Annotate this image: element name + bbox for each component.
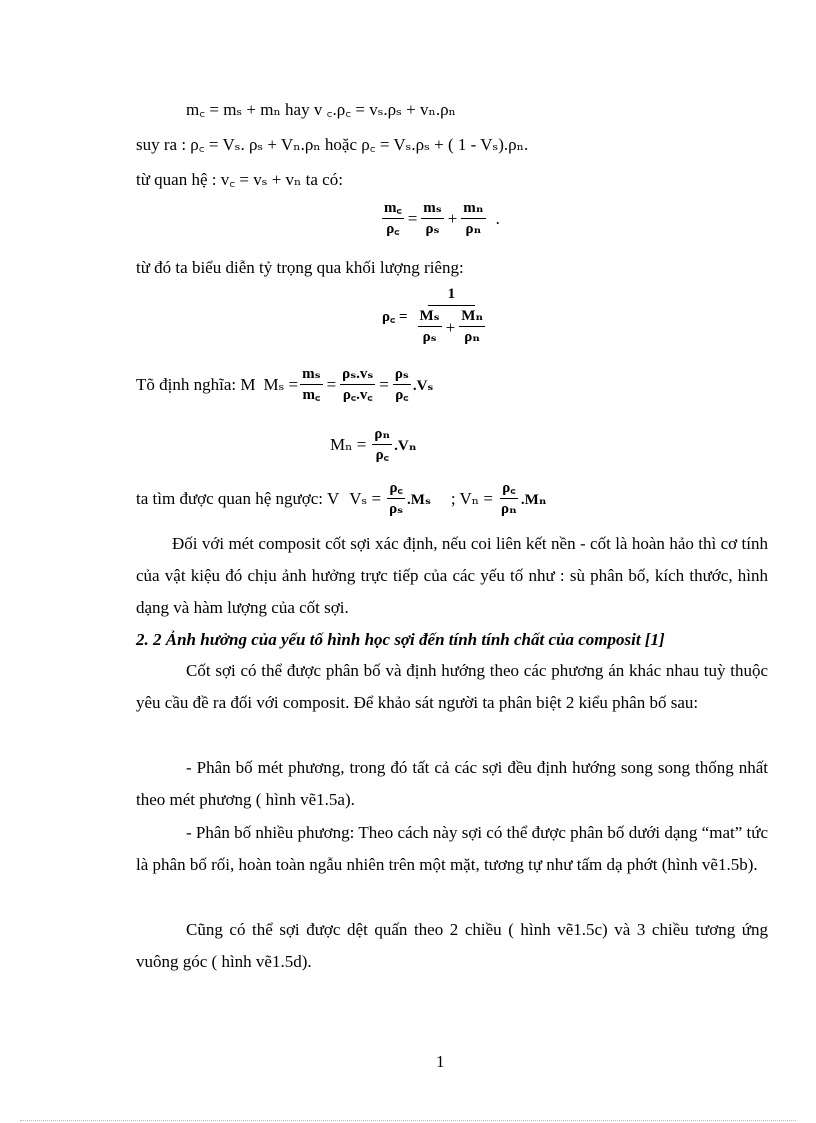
definition-prefix: Tõ định nghĩa: M: [136, 375, 256, 394]
page-number: 1: [436, 1052, 445, 1071]
fraction: [382, 200, 404, 238]
section-heading: 2. 2 Ảnh hưởng của yếu tố hình học sợi đến tính tính chất của composit [1]: [136, 630, 665, 649]
period: .: [495, 209, 500, 228]
page-bottom-divider: [20, 1120, 796, 1121]
fraction-numerator: ρ꜀: [387, 480, 404, 499]
plus-sign: +: [447, 209, 458, 228]
fraction-denominator: m꜀: [302, 387, 321, 403]
equals-sign: =: [326, 375, 337, 394]
fraction: [499, 480, 519, 518]
fraction-denominator: ρ꜀: [386, 221, 400, 237]
suy-ra-equation: suy ra : ρ꜀ = Vₛ. ρₛ + Vₙ.ρₙ hoặc ρ꜀ = Vₛ.ρₛ + ( 1 - Vₛ).ρₙ.: [136, 135, 529, 154]
paragraph: [136, 752, 768, 816]
paragraph: [136, 817, 768, 881]
formula-lhs: ρ꜀ =: [382, 309, 408, 325]
paragraph: [136, 655, 768, 719]
fraction: [414, 286, 490, 346]
fraction-numerator: Mₛ: [418, 308, 442, 327]
fraction-numerator: mₛ: [421, 200, 443, 219]
paragraph-text: - Phân bố nhiều phương: Theo cách này sợi có thể được phân bố dưới dạng “mat” tức là phân bố rối, hoàn toàn ngẫu nhiên trên một mặt, tương tự như tấm dạ phớt (hình vẽ1.5b).: [136, 823, 768, 874]
formula-tail: .Vₙ: [394, 437, 417, 454]
formula-tail: .Mₛ: [407, 491, 431, 508]
formula-lhs: Mₙ =: [330, 435, 367, 454]
paragraph-text: Cốt sợi có thể được phân bố và định hướng theo các phương án khác nhau tuỳ thuộc yêu cầu đề ra đối với composit. Để khảo sát người ta phân biệt 2 kiểu phân bố sau:: [136, 661, 768, 712]
fraction: [418, 308, 442, 346]
equals-sign: =: [379, 375, 389, 394]
fraction-denominator: ρₙ: [501, 501, 517, 517]
density-intro-line: từ đó ta biểu diễn tỷ trọng qua khối lượng riêng:: [136, 258, 464, 277]
paragraph: [136, 914, 768, 978]
fraction: [372, 426, 392, 464]
fraction: [421, 200, 443, 238]
plus-sign: +: [445, 317, 456, 337]
fraction-numerator: m꜀: [382, 200, 404, 219]
fraction-denominator: ρ꜀: [395, 387, 409, 403]
fraction-denominator: ρₛ: [425, 221, 440, 237]
equals-sign: =: [407, 209, 418, 228]
formula-lhs: Vₛ =: [349, 489, 382, 508]
inverse-prefix: ta tìm được quan hệ ngược: V: [136, 489, 340, 508]
fraction: [393, 366, 411, 404]
paragraph: [136, 528, 768, 624]
fraction-numerator: Mₙ: [459, 308, 485, 327]
fraction: [459, 308, 485, 346]
formula-tail: .Vₛ: [412, 377, 434, 394]
paragraph-text: Cũng có thể sợi được dệt quấn theo 2 chiều ( hình vẽ1.5c) và 3 chiều tương ứng vuông góc ( hình vẽ1.5d).: [136, 920, 768, 971]
fraction-denominator: ρₛ: [422, 329, 437, 345]
fraction-numerator: ρₛ.vₛ: [340, 366, 375, 385]
formula-tail: .Mₙ: [520, 491, 547, 508]
paragraph-text: Đối với mét composit cốt sợi xác định, nếu coi liên kết nền - cốt là hoàn hảo thì cơ tính của vật kiệu đó chịu ảnh hưởng trực tiếp của các yếu tố như : sù phân bố, kích thước, hình dạng và hàm lượng của cốt sợi.: [136, 534, 768, 617]
fraction-denominator: ρ꜀.v꜀: [342, 387, 373, 403]
fraction-denominator: [414, 306, 490, 346]
fraction-numerator: ρ꜀: [500, 480, 517, 499]
fraction: [340, 366, 375, 404]
formula-lhs: Mₛ =: [263, 375, 299, 394]
fraction-denominator: ρₙ: [464, 329, 481, 345]
fraction: [300, 366, 322, 404]
mn-formula: [330, 426, 417, 464]
inverse-relation-line: [136, 480, 547, 518]
fraction-denominator: ρₛ: [389, 501, 404, 517]
fraction: [461, 200, 485, 238]
fraction-numerator: mₙ: [461, 200, 485, 219]
fraction-numerator: 1: [428, 286, 476, 306]
formula-lhs: ; Vₙ =: [450, 489, 493, 508]
fraction-numerator: mₛ: [300, 366, 322, 385]
fraction-denominator: ρₙ: [465, 221, 482, 237]
ms-definition-line: [136, 366, 433, 404]
volume-relation-line: từ quan hệ : v꜀ = vₛ + vₙ ta có:: [136, 170, 343, 189]
fraction-numerator: ρₙ: [372, 426, 392, 445]
mass-equation: m꜀ = mₛ + mₙ hay v ꜀.ρ꜀ = vₛ.ρₛ + vₙ.ρₙ: [186, 100, 456, 119]
fraction: [387, 480, 405, 518]
density-formula: [382, 286, 491, 346]
paragraph-text: - Phân bố mét phương, trong đó tất cả các sợi đều định hướng song song thống nhất theo mét phương ( hình vẽ1.5a).: [136, 758, 768, 809]
fraction-denominator: ρ꜀: [375, 447, 389, 463]
mass-density-fraction-equation: [380, 200, 502, 238]
fraction-numerator: ρₛ: [393, 366, 411, 385]
